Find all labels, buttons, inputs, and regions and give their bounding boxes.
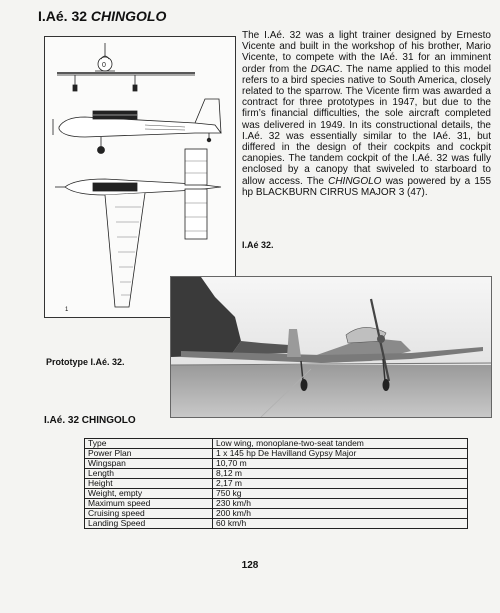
spec-label: Weight, empty — [85, 489, 213, 499]
table-row — [85, 489, 468, 499]
table-row — [85, 439, 468, 449]
article-text: The I.Aé. 32 was a light trainer designed by Ernesto Vicente and built in the workshop of his brother, Mario Vicente, to compete with the IAé. 31 for an imminent order from the DGAC. The name applied to this model refers to a bird species native to South America, closely related to the sparrow. The Vicente firm was awarded a contract for three prototypes in 1947, but due to the firm’s financial difficulties, the sole aircraft completed was delivered in 1949. In its constructional details, the I.Aé. 32 was essentially similar to the IAé. 31, but differed in the design of their cockpits and cockpit canopies. The tandem cockpit of the I.Aé. 32 was fully enclosed by a canopy that swiveled to starboard to allow access. The CHINGOLO was powered by a 155 hp BLACKBURN CIRRUS MAJOR 3 (47). — [242, 30, 492, 198]
photo-caption: Prototype I.Aé. 32. — [46, 357, 125, 367]
spec-value: 8,12 m — [213, 469, 468, 479]
spec-value: Low wing, monoplane-two-seat tandem — [213, 439, 468, 449]
front-view — [57, 43, 195, 91]
table-row — [85, 479, 468, 489]
drawing-caption: I.Aé 32. — [242, 240, 274, 250]
aircraft-photo — [171, 277, 491, 417]
spec-label: Type — [85, 439, 213, 449]
table-row — [85, 459, 468, 469]
drawing-number: 1 — [65, 307, 69, 313]
specs-table — [84, 438, 468, 529]
aircraft-line-drawing — [45, 37, 235, 317]
spec-label: Height — [85, 479, 213, 489]
table-row — [85, 469, 468, 479]
svg-text:0: 0 — [102, 62, 106, 69]
spec-value: 10,70 m — [213, 459, 468, 469]
spec-value: 750 kg — [213, 489, 468, 499]
spec-label: Maximum speed — [85, 499, 213, 509]
specs-title: I.Aé. 32 CHINGOLO — [44, 415, 136, 426]
table-row — [85, 519, 468, 529]
table-row — [85, 509, 468, 519]
page-number: 128 — [241, 560, 259, 571]
spec-label: Length — [85, 469, 213, 479]
title-model-name: CHINGOLO — [90, 8, 167, 24]
spec-value: 1 x 145 hp De Havilland Gypsy Major — [213, 449, 468, 459]
page-title: I.Aé. 32 CHINGOLO — [38, 8, 167, 24]
spec-label: Landing Speed — [85, 519, 213, 529]
side-view — [53, 99, 221, 154]
spec-value: 200 km/h — [213, 509, 468, 519]
prototype-photo — [170, 276, 492, 418]
spec-value: 2,17 m — [213, 479, 468, 489]
table-row — [85, 449, 468, 459]
spec-label: Cruising speed — [85, 509, 213, 519]
spec-label: Wingspan — [85, 459, 213, 469]
spec-label: Power Plan — [85, 449, 213, 459]
table-row — [85, 499, 468, 509]
spec-value: 60 km/h — [213, 519, 468, 529]
spec-value: 230 km/h — [213, 499, 468, 509]
